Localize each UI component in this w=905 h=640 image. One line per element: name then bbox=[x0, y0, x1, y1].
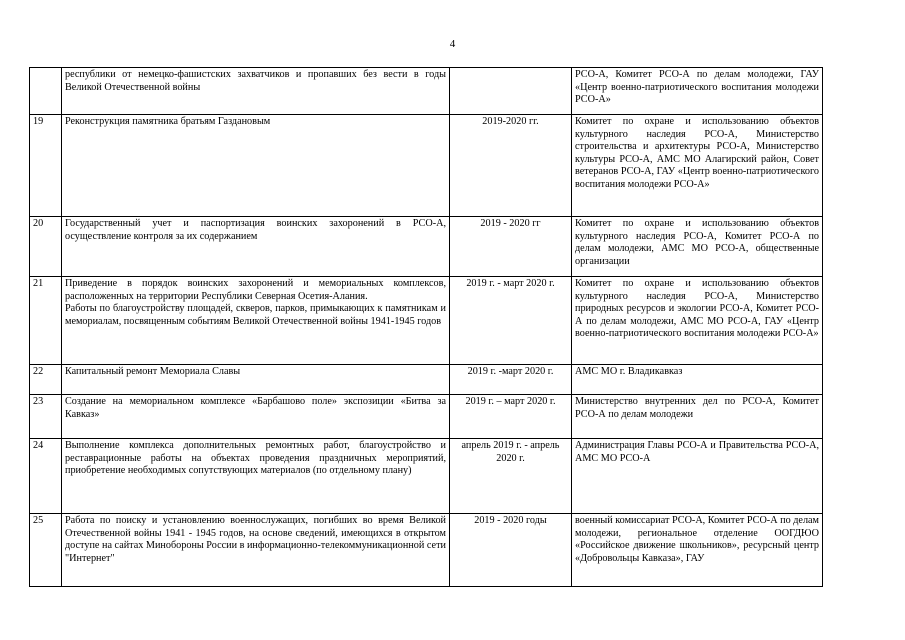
responsible-parties: АМС МО г. Владикавказ bbox=[572, 365, 823, 395]
activity-name: Государственный учет и паспортизация воинских захоронений в РСО-А, осуществление контроля за их содержанием bbox=[62, 217, 450, 277]
activity-name: Реконструкция памятника братьям Газдановым bbox=[62, 115, 450, 217]
activity-date: 2019-2020 гг. bbox=[450, 115, 572, 217]
row-number: 20 bbox=[30, 217, 62, 277]
table-row bbox=[30, 115, 823, 217]
responsible-parties: военный комиссариат РСО-А, Комитет РСО-А по делам молодежи, региональное отделение ООГДЮО «Российское движение школьников», ресурсный центр «Добровольцы Кавказа», ГАУ bbox=[572, 514, 823, 587]
activity-name: Приведение в порядок воинских захоронений и мемориальных комплексов, расположенных на территории Республики Северная Осетия-Алания. Работы по благоустройству площадей, скверов, парков, примыкающих к памятникам и мемориалам, посвященным событиям Великой Отечественной войны 1941-1945 годов bbox=[62, 277, 450, 365]
responsible-parties: Министерство внутренних дел по РСО-А, Комитет РСО-А по делам молодежи bbox=[572, 395, 823, 439]
activity-name: Создание на мемориальном комплексе «Барбашово поле» экспозиции «Битва за Кавказ» bbox=[62, 395, 450, 439]
activity-name: республики от немецко-фашистских захватчиков и пропавших без вести в годы Великой Отечественной войны bbox=[62, 68, 450, 115]
row-number: 19 bbox=[30, 115, 62, 217]
activity-date: 2019 - 2020 гг bbox=[450, 217, 572, 277]
table-row bbox=[30, 277, 823, 365]
plan-table bbox=[29, 67, 823, 587]
activity-date: 2019 г. - март 2020 г. bbox=[450, 277, 572, 365]
activity-date: 2019 - 2020 годы bbox=[450, 514, 572, 587]
responsible-parties: РСО-А, Комитет РСО-А по делам молодежи, ГАУ «Центр военно-патриотического воспитания молодежи РСО-А» bbox=[572, 68, 823, 115]
table-row bbox=[30, 68, 823, 115]
responsible-parties: Администрация Главы РСО-А и Правительства РСО-А, АМС МО РСО-А bbox=[572, 439, 823, 514]
activity-name: Выполнение комплекса дополнительных ремонтных работ, благоустройство и реставрационные работы на объектах проведения праздничных мероприятий, приобретение необходимых сопутствующих материалов (по отдельному плану) bbox=[62, 439, 450, 514]
table-row bbox=[30, 217, 823, 277]
activity-date: 2019 г. – март 2020 г. bbox=[450, 395, 572, 439]
row-number: 21 bbox=[30, 277, 62, 365]
responsible-parties: Комитет по охране и использованию объектов культурного наследия РСО-А, Министерство природных ресурсов и экологии РСО-А, Комитет РСО-А по делам молодежи, АМС МО РСО-А, ГАУ «Центр военно-патриотического воспитания молодежи РСО-А» bbox=[572, 277, 823, 365]
row-number bbox=[30, 68, 62, 115]
activity-name: Капитальный ремонт Мемориала Славы bbox=[62, 365, 450, 395]
activity-date: 2019 г. -март 2020 г. bbox=[450, 365, 572, 395]
page-number: 4 bbox=[449, 38, 456, 50]
activity-name: Работа по поиску и установлению военнослужащих, погибших во время Великой Отечественной войны 1941 - 1945 годов, на основе сведений, имеющихся в открытом доступе на сайтах Минобороны России в информационно-телекоммуникационной сети "Интернет" bbox=[62, 514, 450, 587]
responsible-parties: Комитет по охране и использованию объектов культурного наследия РСО-А, Комитет РСО-А по делам молодежи, АМС МО РСО-А, общественные организации bbox=[572, 217, 823, 277]
table-row bbox=[30, 365, 823, 395]
responsible-parties: Комитет по охране и использованию объектов культурного наследия РСО-А, Министерство строительства и архитектуры РСО-А, Министерство культуры РСО-А, АМС МО Алагирский район, Совет ветеранов РСО-А, ГАУ «Центр военно-патриотического воспитания молодежи РСО-А» bbox=[572, 115, 823, 217]
row-number: 24 bbox=[30, 439, 62, 514]
row-number: 23 bbox=[30, 395, 62, 439]
activity-date bbox=[450, 68, 572, 115]
table-row bbox=[30, 514, 823, 587]
activity-date: апрель 2019 г. - апрель 2020 г. bbox=[450, 439, 572, 514]
row-number: 25 bbox=[30, 514, 62, 587]
table-row bbox=[30, 439, 823, 514]
row-number: 22 bbox=[30, 365, 62, 395]
table-row bbox=[30, 395, 823, 439]
